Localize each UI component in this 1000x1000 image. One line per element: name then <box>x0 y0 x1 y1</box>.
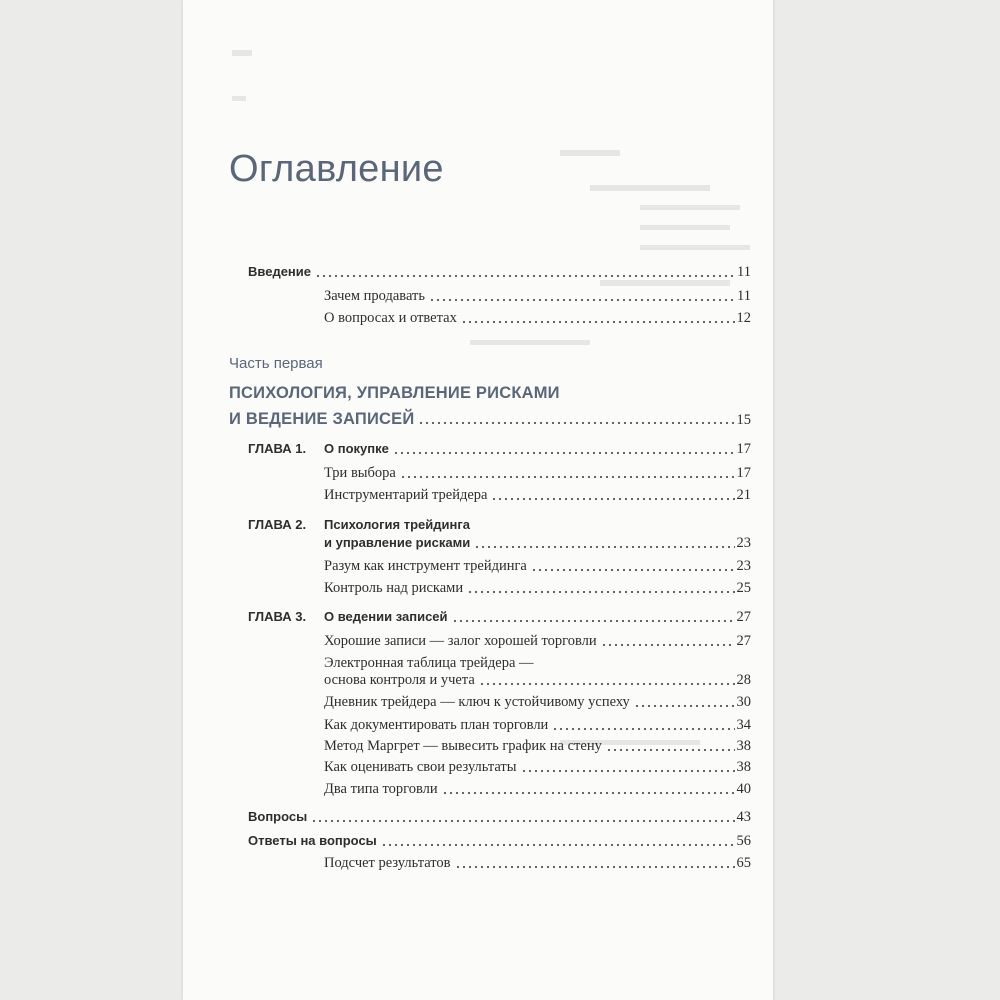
page-number: 38 <box>736 759 751 775</box>
entry-label: Контроль над рисками <box>324 580 464 596</box>
dot-leader <box>429 298 735 302</box>
dot-leader <box>467 590 734 594</box>
dot-leader <box>491 497 734 501</box>
entry-label: Дневник трейдера — ключ к устойчивому успеху <box>324 694 630 710</box>
dot-leader <box>452 619 735 623</box>
page-number: 25 <box>736 580 751 596</box>
entry-label: Три выбора <box>324 465 396 481</box>
dot-leader <box>552 727 734 731</box>
toc-entry-subsection[interactable] <box>324 852 751 874</box>
dot-leader <box>531 568 735 572</box>
page-number: 43 <box>736 809 751 825</box>
entry-label: Хорошие записи — залог хорошей торговли <box>324 633 597 649</box>
entry-label: Инструментарий трейдера <box>324 487 488 503</box>
dot-leader <box>474 545 734 549</box>
dot-leader <box>393 451 735 455</box>
dot-leader <box>634 704 735 708</box>
page-number: 65 <box>736 855 751 871</box>
entry-label: Зачем продавать <box>324 288 425 304</box>
toc-entry-subsection[interactable] <box>324 484 751 506</box>
entry-label: Введение <box>248 264 311 279</box>
entry-label: Как оценивать свои результаты <box>324 759 517 775</box>
entry-label: и управление рисками <box>324 535 471 550</box>
dot-leader <box>442 791 735 795</box>
page-number: 56 <box>736 833 751 849</box>
dot-leader <box>479 682 735 686</box>
entry-label: Метод Маргрет — вывесить график на стену <box>324 738 602 754</box>
entry-label: О вопросах и ответах <box>324 310 457 326</box>
dot-leader <box>315 274 735 278</box>
toc-entry-answers[interactable] <box>248 830 751 852</box>
toc-entry-subsection[interactable] <box>324 307 751 329</box>
dot-leader <box>521 769 735 773</box>
dot-leader <box>311 819 734 823</box>
page-number: 38 <box>736 738 751 754</box>
entry-label-line-1: Электронная таблица трейдера — <box>324 655 534 671</box>
page-number: 12 <box>736 310 751 326</box>
dot-leader <box>601 643 735 647</box>
page-number: 28 <box>736 672 751 688</box>
entry-label: Вопросы <box>248 809 308 824</box>
toc-entry-subsection[interactable] <box>324 555 751 577</box>
toc-entry-subsection[interactable] <box>324 756 751 778</box>
part-label: Часть первая <box>229 355 323 372</box>
page-number: 17 <box>736 441 751 457</box>
toc-entry-questions[interactable] <box>248 806 751 828</box>
entry-label: Два типа торговли <box>324 781 438 797</box>
entry-label: Ответы на вопросы <box>248 833 377 848</box>
chapter-number: ГЛАВА 1. <box>248 441 307 456</box>
toc-entry-subsection[interactable] <box>324 714 751 736</box>
toc-entry-subsection[interactable] <box>324 462 751 484</box>
page-number: 15 <box>736 412 751 428</box>
toc-entry-chapter[interactable] <box>324 532 751 554</box>
page-number: 21 <box>736 487 751 503</box>
page-number: 23 <box>736 535 751 551</box>
toc-entry-chapter[interactable] <box>324 438 751 460</box>
toc-entry-subsection[interactable] <box>324 285 751 307</box>
entry-label: О покупке <box>324 441 389 456</box>
part-title: ПСИХОЛОГИЯ, УПРАВЛЕНИЕ РИСКАМИ <box>229 384 560 402</box>
toc-entry-part-title[interactable] <box>229 408 751 430</box>
toc-entry-introduction[interactable] <box>248 261 751 283</box>
dot-leader <box>418 421 734 425</box>
toc-entry-subsection[interactable] <box>324 691 751 713</box>
page-number: 17 <box>736 465 751 481</box>
dot-leader <box>381 843 735 847</box>
entry-label: Разум как инструмент трейдинга <box>324 558 527 574</box>
chapter-title-line-1: Психология трейдинга <box>324 517 470 532</box>
dot-leader <box>455 865 735 869</box>
toc-entry-chapter[interactable] <box>324 606 751 628</box>
page-number: 34 <box>736 717 751 733</box>
dot-leader <box>606 748 735 752</box>
toc-entry-subsection[interactable] <box>324 577 751 599</box>
toc-entry-subsection[interactable] <box>324 735 751 757</box>
page-number: 40 <box>736 781 751 797</box>
toc-entry-subsection[interactable] <box>324 669 751 691</box>
dot-leader <box>400 475 735 479</box>
dot-leader <box>461 320 735 324</box>
page-number: 27 <box>736 633 751 649</box>
page-number: 23 <box>736 558 751 574</box>
page-number: 27 <box>736 609 751 625</box>
page-number: 30 <box>736 694 751 710</box>
toc-entry-subsection[interactable] <box>324 778 751 800</box>
entry-label: Как документировать план торговли <box>324 717 549 733</box>
part-title-line-2: И ВЕДЕНИЕ ЗАПИСЕЙ <box>229 410 415 428</box>
toc-entry-subsection[interactable] <box>324 630 751 652</box>
entry-label: основа контроля и учета <box>324 672 475 688</box>
chapter-number: ГЛАВА 2. <box>248 517 307 532</box>
page-number: 11 <box>737 264 751 280</box>
page-title: Оглавление <box>229 148 444 190</box>
chapter-number: ГЛАВА 3. <box>248 609 307 624</box>
entry-label: Подсчет результатов <box>324 855 451 871</box>
page-number: 11 <box>737 288 751 304</box>
entry-label: О ведении записей <box>324 609 448 624</box>
